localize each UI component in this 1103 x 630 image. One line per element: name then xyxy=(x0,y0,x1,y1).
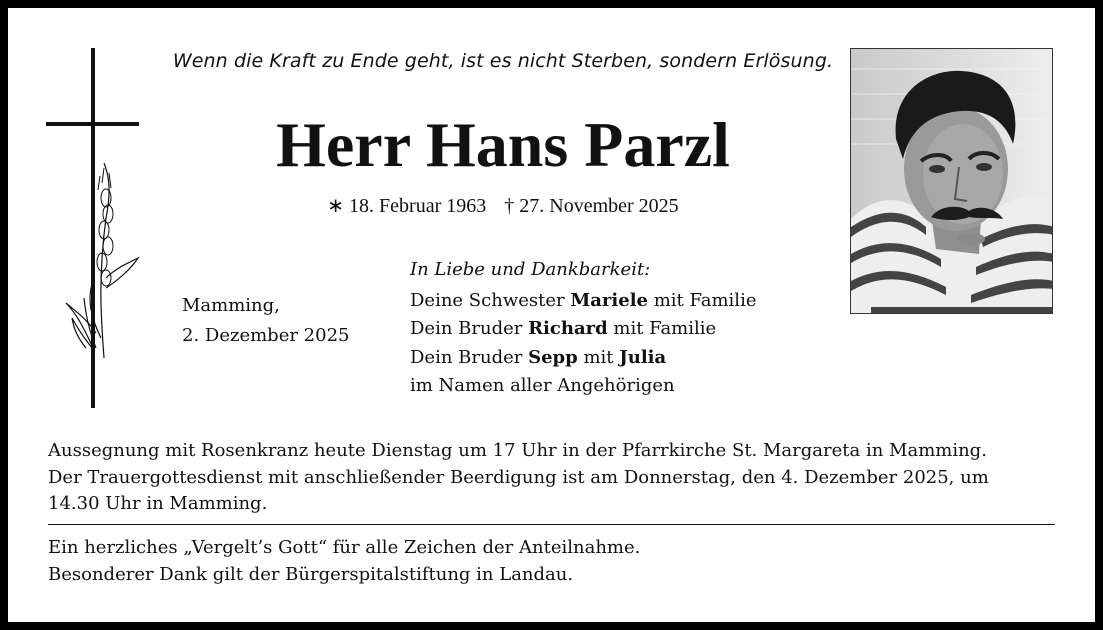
portrait-photo xyxy=(850,48,1053,314)
announcement-line: Aussegnung mit Rosenkranz heute Dienstag um 17 Uhr in der Pfarrkirche St. Margareta in Mamming. xyxy=(48,440,987,461)
thanks-note xyxy=(48,535,640,588)
mourner-name: Julia xyxy=(619,346,667,368)
motto-quote: Wenn die Kraft zu Ende geht, ist es nicht Sterben, sondern Erlösung. xyxy=(172,50,834,72)
deceased-name: Herr Hans Parzl xyxy=(276,109,730,180)
place-city: Mamming, xyxy=(182,295,280,316)
mourner-relation: Dein Bruder xyxy=(410,346,529,368)
announcement-line: 14.30 Uhr in Mamming. xyxy=(48,493,268,514)
mourner-name: Richard xyxy=(528,318,608,339)
mourner-relation: Dein Bruder xyxy=(410,318,529,339)
cross-with-wheat-icon xyxy=(46,48,146,418)
mourner-row xyxy=(410,315,756,344)
mourner-relation: Deine Schwester xyxy=(410,289,571,311)
thanks-line: Ein herzliches „Vergelt’s Gott“ für alle Zeichen der Anteilnahme. xyxy=(48,537,641,558)
mourners-list xyxy=(410,256,756,401)
divider-line xyxy=(48,524,1055,525)
funeral-announcement xyxy=(48,438,1058,518)
mourner-row xyxy=(410,287,756,316)
place-and-date xyxy=(182,291,350,351)
mourners-closing: im Namen aller Angehörigen xyxy=(410,375,675,396)
obituary-card xyxy=(8,8,1095,622)
mourners-intro: In Liebe und Dankbarkeit: xyxy=(410,259,651,280)
mourner-name: Sepp xyxy=(528,346,578,368)
mourner-suffix: mit Familie xyxy=(607,318,717,339)
portrait-image xyxy=(851,49,1053,314)
mourner-connector: mit xyxy=(577,346,620,368)
announcement-line: Der Trauergottesdienst mit anschließender Beerdigung ist am Donnerstag, den 4. Dezember 2025, um xyxy=(48,466,989,488)
thanks-line: Besonderer Dank gilt der Bürgerspitalstiftung in Landau. xyxy=(48,563,574,585)
mourner-name: Mariele xyxy=(570,289,648,311)
place-date: 2. Dezember 2025 xyxy=(182,325,350,346)
mourner-suffix: mit Familie xyxy=(647,289,757,311)
birth-date: ∗ 18. Februar 1963 xyxy=(327,195,487,217)
mourner-row xyxy=(410,344,756,373)
death-date: † 27. November 2025 xyxy=(504,195,679,217)
